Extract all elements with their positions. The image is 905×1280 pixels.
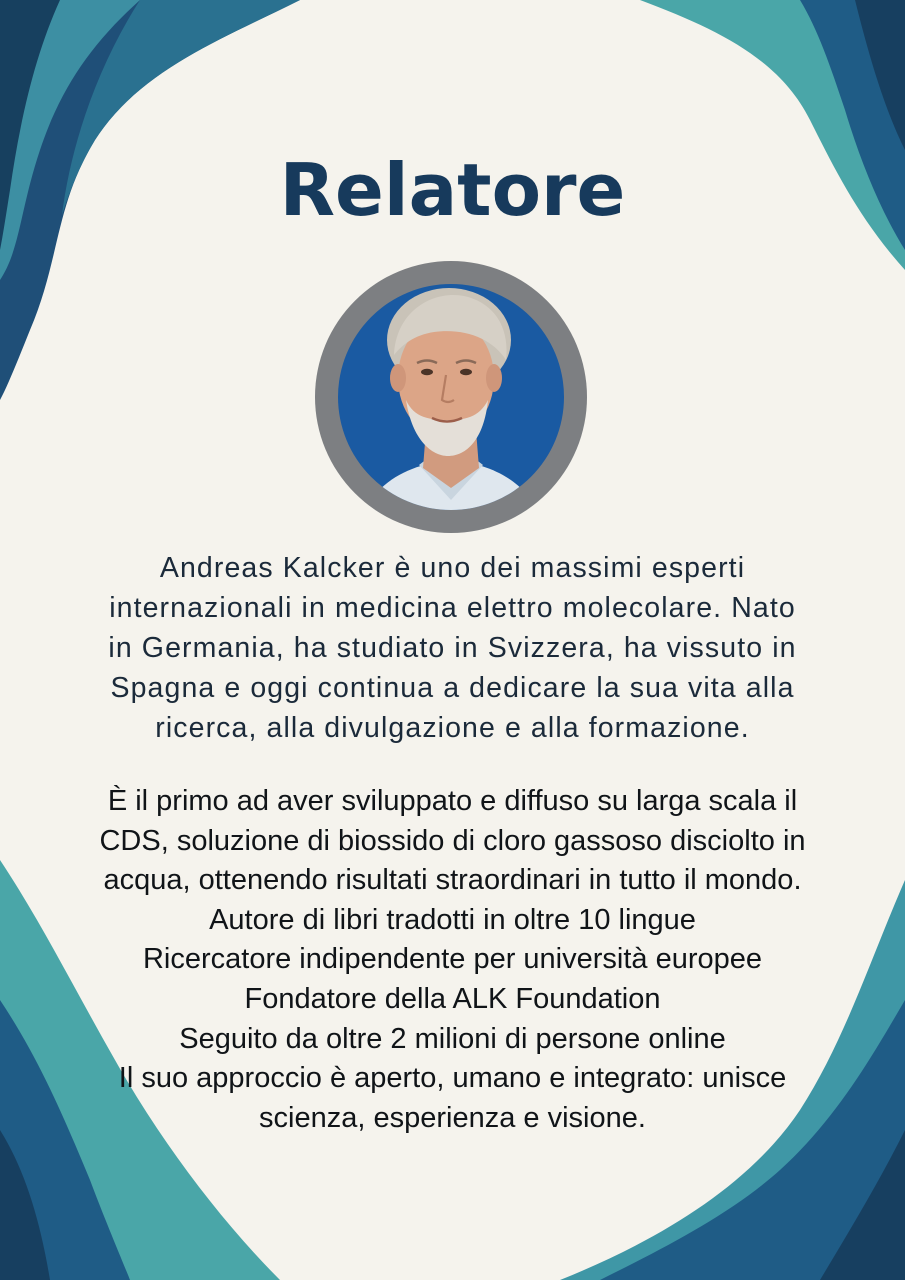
bio-line: Andreas Kalcker è uno dei massimi esperti: [159, 552, 746, 584]
bio-line: Spagna e oggi continua a dedicare la sua vita alla: [110, 672, 795, 704]
highlight-line: CDS, soluzione di biossido di cloro gassoso disciolto in: [99, 824, 806, 857]
highlight-line: scienza, esperienza e visione.: [259, 1101, 646, 1134]
highlight-line: È il primo ad aver sviluppato e diffuso su larga scala il: [107, 785, 798, 817]
highlight-line: Seguito da oltre 2 milioni di persone online: [179, 1022, 726, 1055]
bio-line: internazionali in medicina elettro molecolare. Nato: [109, 592, 796, 624]
highlight-line: Ricercatore indipendente per università europee: [142, 943, 763, 976]
speaker-highlights: [30, 782, 875, 1138]
speaker-portrait: [314, 260, 588, 534]
bio-line: in Germania, ha studiato in Svizzera, ha vissuto in: [108, 632, 797, 664]
highlight-line: Fondatore della ALK Foundation: [244, 982, 661, 1015]
bio-line: ricerca, alla divulgazione e alla formazione.: [155, 712, 750, 744]
highlight-line: acqua, ottenendo risultati straordinari in tutto il mondo.: [103, 864, 802, 897]
highlight-line: Autore di libri tradotti in oltre 10 lingue: [209, 903, 696, 936]
page-title: Relatore: [279, 148, 626, 232]
highlight-line: Il suo approccio è aperto, umano e integrato: unisce: [118, 1062, 787, 1095]
speaker-bio: [40, 548, 865, 748]
